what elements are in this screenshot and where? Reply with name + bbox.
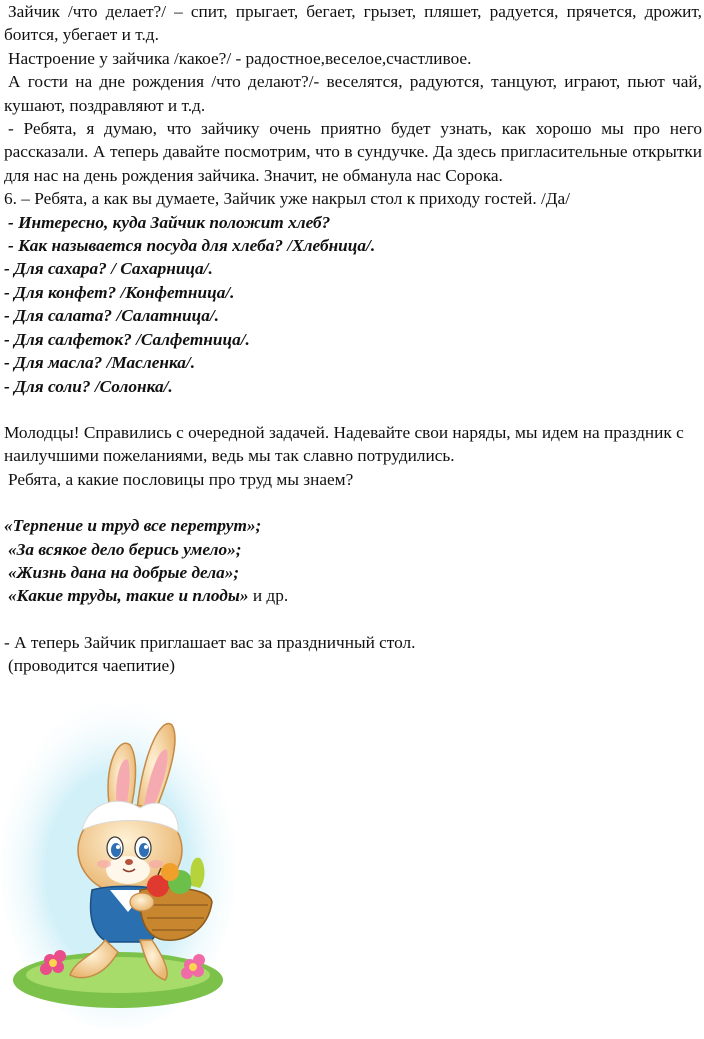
proverb-suffix: и др.: [248, 586, 289, 606]
paragraph-proverbs-question: Ребята, а какие пословицы про труд мы знаем?: [8, 469, 354, 489]
proverb-item-last: [4, 584, 702, 607]
paragraph-table-question: 6. – Ребята, а как вы думаете, Зайчик уже накрыл стол к приходу гостей. /Да/: [4, 189, 571, 209]
question-item: - Для конфет? /Конфетница/.: [4, 282, 235, 302]
question-item: - Как называется посуда для хлеба? /Хлебница/.: [8, 236, 376, 256]
question-item: - Для сахара? / Сахарница/.: [4, 259, 213, 279]
bunny-illustration: [0, 690, 240, 1028]
proverb-item: «За всякое дело берись умело»;: [8, 539, 242, 559]
dishes-question-list: [4, 211, 702, 398]
paragraph-guests-actions: А гости на дне рождения /что делают?/- веселятся, радуются, танцуют, играют, пьют чай, кушают, поздравляют и т.д.: [4, 72, 702, 115]
document-page: [4, 0, 702, 678]
proverb-item: «Терпение и труд все перетрут»;: [4, 516, 262, 536]
paragraph-hare-mood: Настроение у зайчика /какое?/ - радостное,веселое,счастливое.: [8, 48, 472, 68]
proverbs-list: [4, 514, 702, 608]
paragraph-praise: Молодцы! Справились с очередной задачей. Надевайте свои наряды, мы идем на праздник с наилучшими пожеланиями, ведь мы так славно потрудились.: [4, 422, 684, 466]
question-item: - Для соли? /Солонка/.: [4, 376, 173, 396]
paragraph-hare-actions: Зайчик /что делает?/ – спит, прыгает, бегает, грызет, пляшет, радуется, прячется, дрожит, боится, убегает и т.д.: [4, 2, 702, 45]
question-item: - Для салата? /Салатница/.: [4, 306, 220, 326]
paragraph-invitation-table: - А теперь Зайчик приглашает вас за праздничный стол.: [4, 632, 416, 652]
question-item: - Для салфеток? /Салфетница/.: [4, 329, 250, 349]
paragraph-invitations: - Ребята, я думаю, что зайчику очень приятно будет узнать, как хорошо мы про него рассказали. А теперь давайте посмотрим, что в сундучке. Да здесь пригласительные открытки для нас на день рождения зайчика. Значит, не обманула нас Сорока.: [4, 119, 702, 185]
paragraph-tea-party: (проводится чаепитие): [8, 656, 175, 676]
proverb-item: «Какие труды, такие и плоды»: [8, 586, 249, 606]
question-item: - Интересно, куда Зайчик положит хлеб?: [8, 212, 331, 232]
proverb-item: «Жизнь дана на добрые дела»;: [8, 562, 240, 582]
question-item: - Для масла? /Масленка/.: [4, 353, 196, 373]
pear-icon: [190, 858, 204, 888]
